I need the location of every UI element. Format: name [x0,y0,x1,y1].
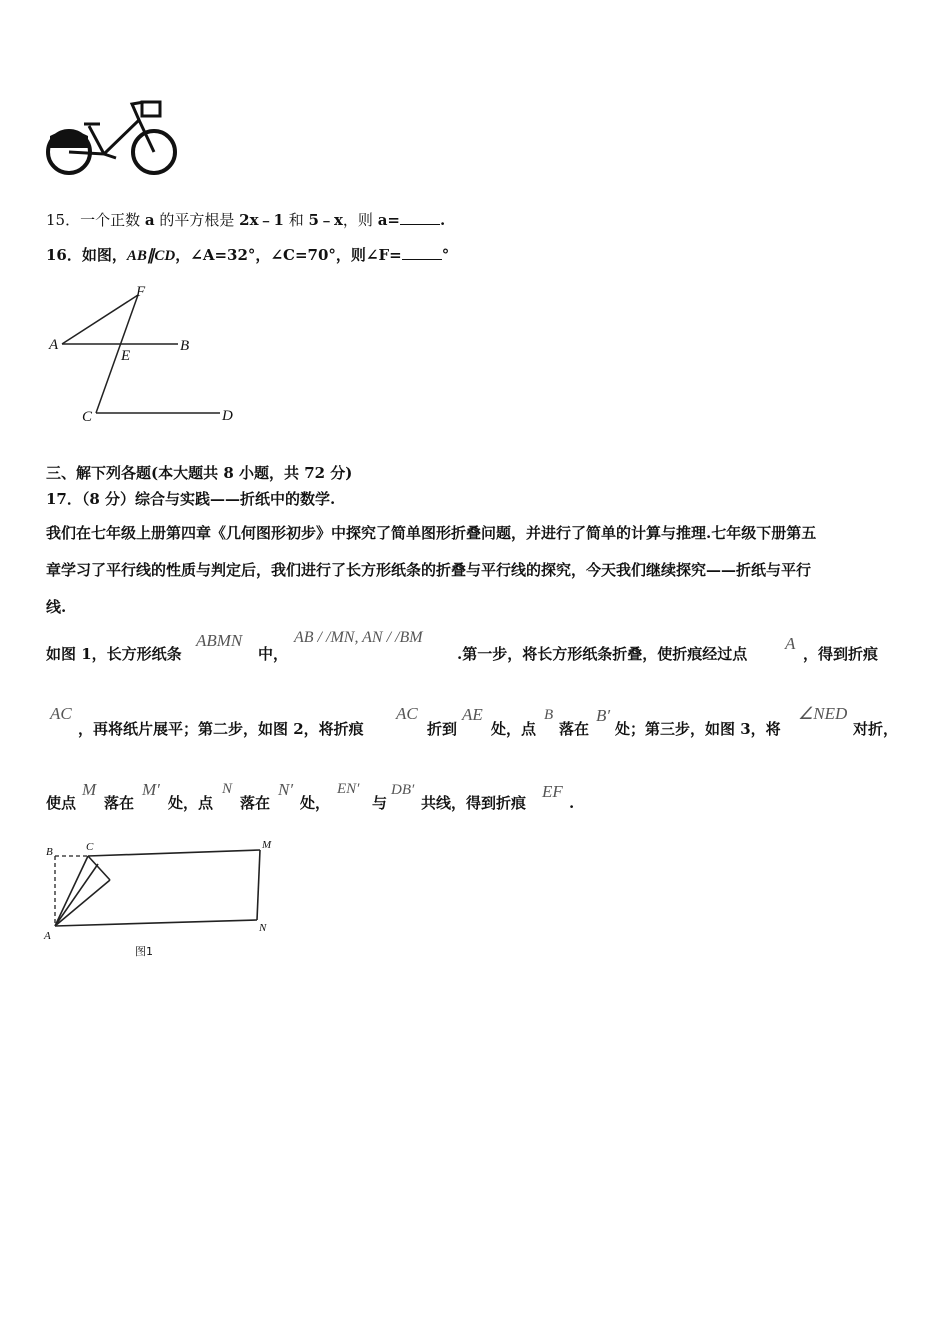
math-m: M [82,780,97,799]
question-17-heading: 17．（8 分）综合与实践——折纸中的数学. [46,490,336,508]
fold-edge-1 [88,856,110,880]
math-b-prime: B′ [596,706,611,725]
math-parallel: AB / /MN, AN / /BM [294,629,423,646]
label-f: F [136,284,146,300]
label-c: C [86,841,94,853]
answer-blank [400,210,440,225]
math-ef: EF [542,782,563,801]
figure-1 [40,834,280,964]
q17-line-4: 如图 1，长方形纸条 [46,645,182,663]
math-db-prime: DB′ [391,782,415,798]
fold-ac [55,856,88,926]
math-ac-2: AC [396,704,418,723]
edge-nm [257,850,260,920]
var-a: a [144,211,155,229]
math-ac-1: AC [50,704,72,723]
label-c: C [82,409,93,425]
math-m-prime: M′ [142,780,160,799]
edge-cm [88,850,260,856]
math-abmn: ABMN [196,631,243,650]
math-n-prime: N′ [278,780,294,799]
label-m: M [262,839,272,851]
label-e: E [121,348,131,364]
question-15: 15．一个正数 a 的平方根是 2x﹣1 和 5﹣x，则 a= . [46,211,446,229]
label-a: A [49,337,59,353]
angle-c: ∠C=70° [270,246,336,264]
line-af [62,295,138,344]
figure-1-caption: 图1 [135,945,153,958]
answer-label: ∠F= [365,246,402,264]
math-ae: AE [462,705,483,724]
figure-16 [40,280,250,430]
question-16: 16．如图，AB∥CD，∠A=32°，∠C=70°，则∠F= ° [46,246,450,264]
expr-1: 2x﹣1 [239,211,284,229]
bicycle-image [44,96,180,182]
label-a: A [44,930,51,942]
label-n: N [259,922,267,934]
answer-label: a= [377,211,400,229]
angle-a: ∠A=32° [190,246,256,264]
q17-paragraph-3: 线. [46,598,67,616]
label-b: B [46,846,53,858]
q17-paragraph-1: 我们在七年级上册第四章《几何图形初步》中探究了简单图形折叠问题，并进行了简单的计算与推理.七年级下册第五 [46,524,817,542]
label-b: B [180,338,190,354]
math-en-prime: EN′ [337,781,360,797]
parallel-relation: AB∥CD [126,248,176,264]
math-n: N [222,781,233,797]
section-3-heading: 三、解下列各题(本大题共 8 小题，共 72 分) [46,464,353,482]
line-fc [96,295,138,413]
label-d: D [222,408,233,424]
math-b: B [544,707,554,723]
math-a: A [785,634,796,653]
expr-2: 5﹣x [308,211,343,229]
edge-an [55,920,257,926]
answer-blank [402,245,442,260]
math-angle-ned: ∠NED [798,704,848,723]
q17-paragraph-2: 章学习了平行线的性质与判定后，我们进行了长方形纸条的折叠与平行线的探究，今天我们继续探究——折纸与平行 [46,561,812,579]
